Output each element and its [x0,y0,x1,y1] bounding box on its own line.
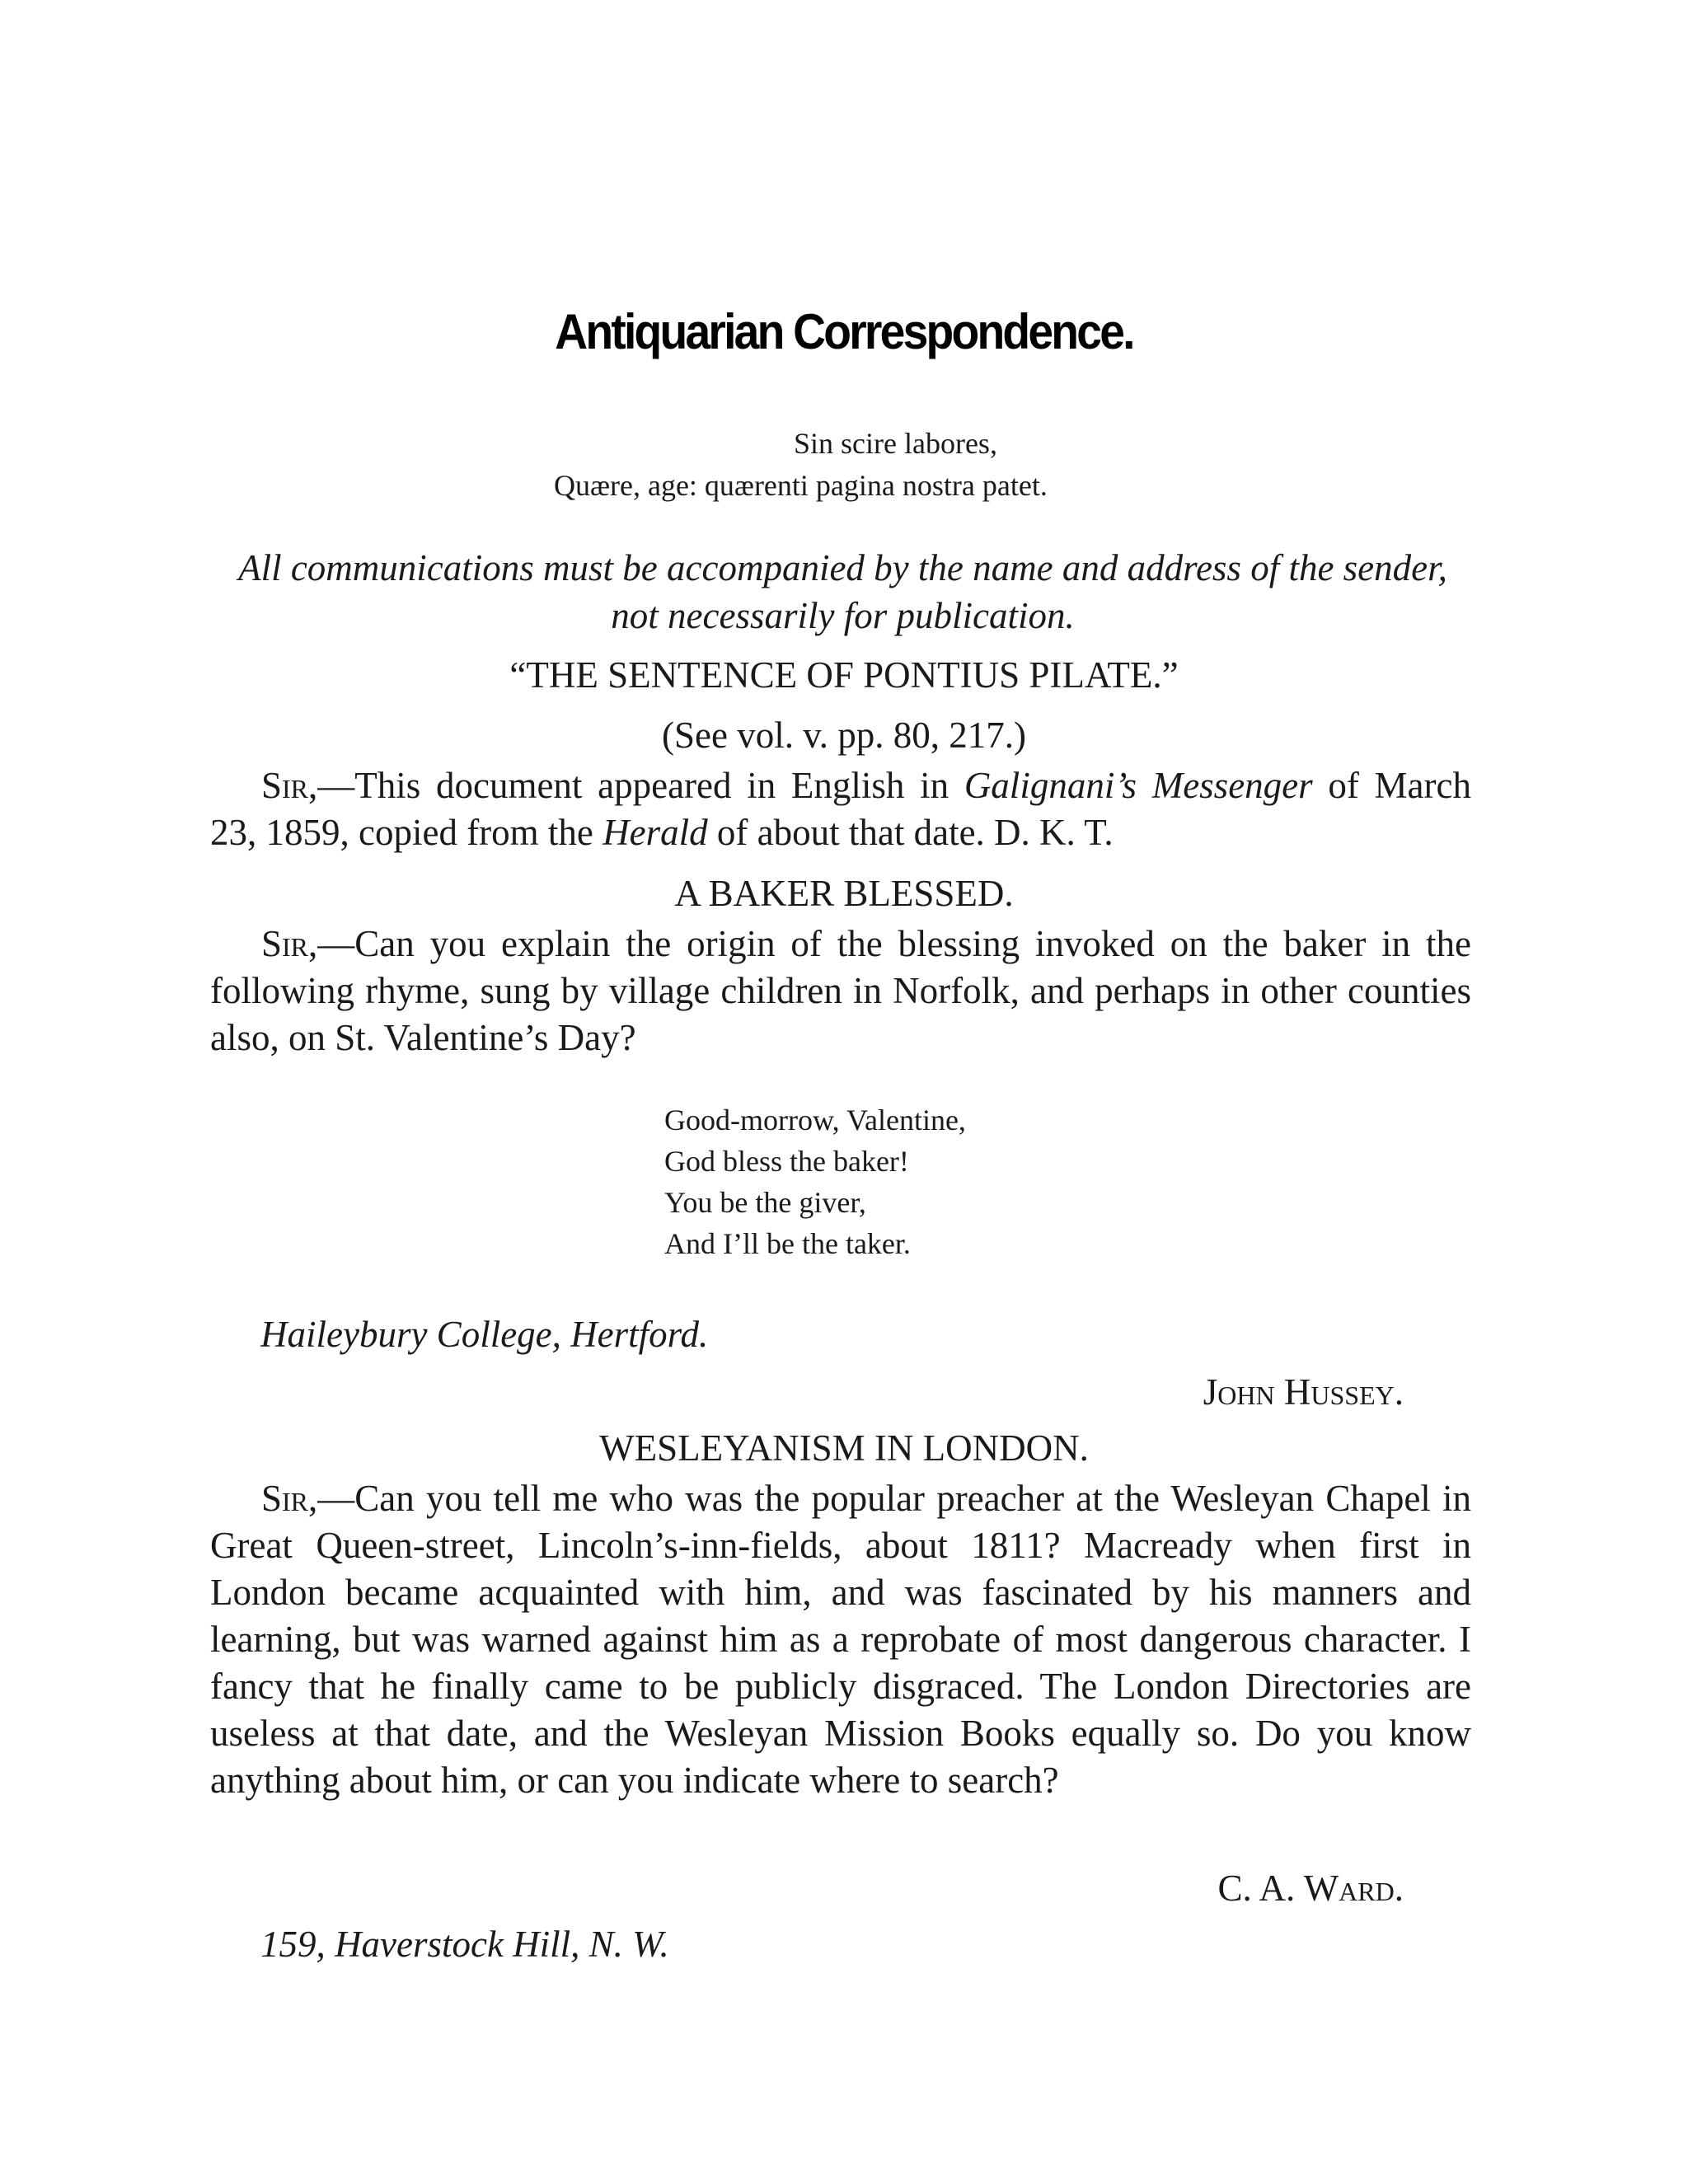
letter-body-baker [210,921,1471,1062]
salutation: Sir [261,923,309,964]
verse-line: God bless the baker! [664,1145,909,1178]
letter-body-pilate [210,762,1471,856]
publication-name: Herald [603,812,708,853]
letter-text: of March 23, 1859, copied from the [210,765,1471,853]
letter-place-wesleyanism: 159, Haverstock Hill, N. W. [260,1924,669,1965]
page-title: Antiquarian Correspondence. [555,304,1133,359]
letter-heading-wesleyanism: WESLEYANISM IN LONDON. [599,1427,1089,1469]
epigraph-line-2: Quære, age: quærenti pagina nostra patet. [554,469,1048,502]
letter-text: ,—This document appeared in English in [308,765,964,806]
letter-body-wesleyanism [210,1475,1471,1804]
letter-place-baker: Haileybury College, Hertford. [260,1314,709,1355]
publication-name: Galignani’s Messenger [964,765,1313,806]
epigraph-line-1: Sin scire labores, [794,427,997,460]
letter-signature-wesleyanism: C. A. Ward. [1217,1868,1404,1909]
verse-rhyme [664,1099,966,1264]
salutation: Sir [261,1478,309,1519]
verse-line: And I’ll be the taker. [664,1227,911,1260]
letter-text: ,—Can you tell me who was the popular preacher at the Wesleyan Chapel in Great Queen-street, Lincoln’s-inn-fields, about 1811? Macready when first in London became acquainted with him, and was fascinated by his manners and learning, but was warned against him as a reprobate of most dangerous character. I fancy that he finally came to be publicly disgraced. The London Directories are useless at that date, and the Wesleyan Mission Books equally so. Do you know anything about him, or can you indicate where to search? [210,1478,1471,1801]
letter-text: of about that date. D. K. T. [707,812,1114,853]
letter-subheading-pilate: (See vol. v. pp. 80, 217.) [661,715,1027,756]
verse-line: Good-morrow, Valentine, [664,1104,966,1137]
letter-signature-baker: John Hussey. [1203,1371,1404,1413]
letter-text: ,—Can you explain the origin of the blessing invoked on the baker in the following rhyme, sung by village children in Norfolk, and perhaps in other counties also, on St. Valentine’s Day? [210,923,1471,1058]
verse-line: You be the giver, [664,1186,866,1219]
letter-heading-pilate: “THE SENTENCE OF PONTIUS PILATE.” [509,654,1179,696]
salutation: Sir [261,765,309,806]
editorial-notice: All communications must be accompanied by the name and address of the sender, not necessarily for publication. [238,547,1447,636]
letter-heading-baker: A BAKER BLESSED. [674,873,1014,914]
